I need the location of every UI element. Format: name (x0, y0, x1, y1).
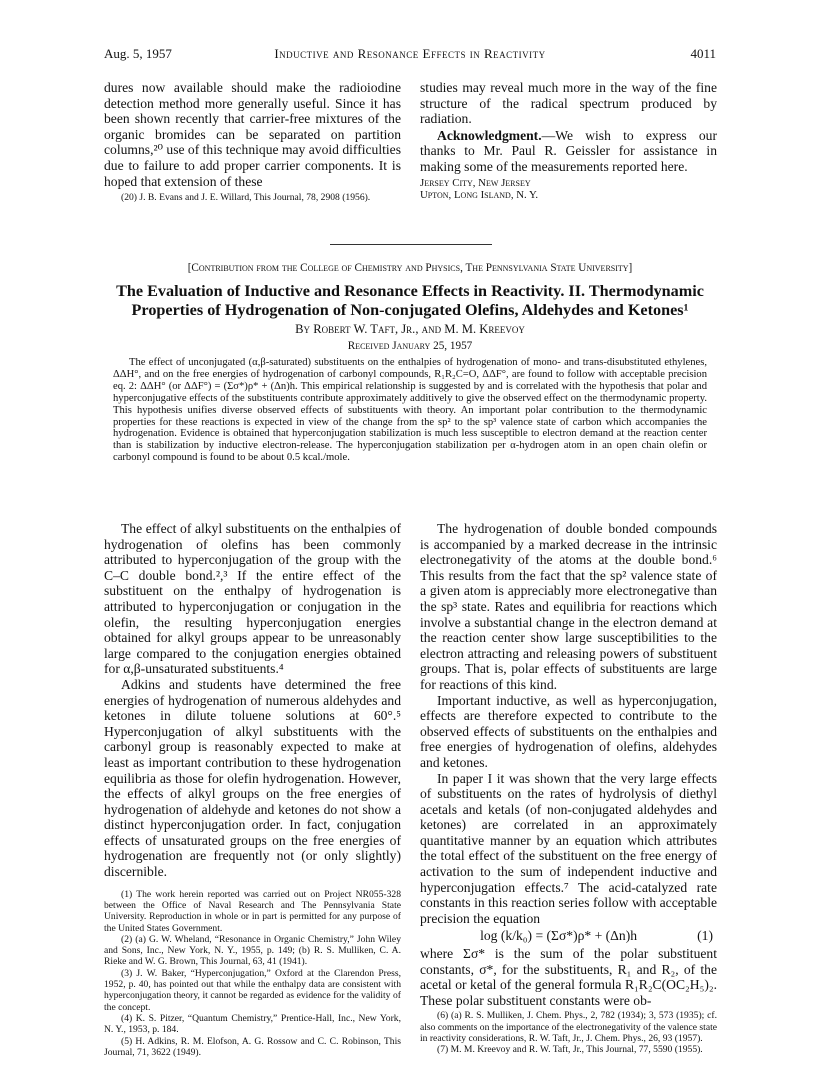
footnote-6: (6) (a) R. S. Mulliken, J. Chem. Phys., 2, 782 (1934); 3, 573 (1935); cf. also comments on the importance of the electronegativity of the valence state in reactivity considerations, R. W. Taft, Jr., J. Chem. Phys., 26, 93 (1957). (420, 1010, 717, 1044)
footnote-3: (3) J. W. Baker, “Hyperconjugation,” Oxford at the Clarendon Press, 1952, p. 40, has pointed out that while the enthalpy data are consistent with hyperconjugation theory, it cannot be regarded as evidence for the validity of the concept. (104, 967, 401, 1013)
right-paragraph-2: Important inductive, as well as hyperconjugation, effects are therefore expected to contribute to the observed effects of substituents on the enthalpies and free energies of hydrogenation of olefins, aldehydes and ketones. (420, 692, 717, 770)
footnote-7: (7) M. M. Kreevoy and R. W. Taft, Jr., This Journal, 77, 5590 (1955). (437, 1044, 703, 1056)
footnote-4: (4) K. S. Pitzer, “Quantum Chemistry,” Prentice-Hall, Inc., New York, N. Y., 1953, p. 184. (104, 1012, 401, 1036)
prev-article-left-text: dures now available should make the radioiodine detection method more generally useful. Since it has been shown recently that carrier-free mixtures of the organic bromides can be separated on partition columns,²⁰ use of this technique may avoid difficulties due to failure to add proper carrier components. It is hoped that extension of these (104, 80, 401, 189)
header-page-number: 4011 (690, 46, 716, 61)
right-paragraph-3: In paper I it was shown that the very large effects of substituents on the rates of hydrolysis of diethyl acetals and ketals (of non-conjugated aldehydes and ketones) are correlated in an approximately quantitative manner by an equation which attributes the total effect of the substituent on the free energy of activation to the sum of independent inductive and hyperconjugation effects.⁷ The acid-catalyzed rate constants in this reaction series follow with acceptable precision the equation (420, 770, 717, 926)
prev-article-right-column (420, 80, 717, 201)
location-2: Upton, Long Island, N. Y. (420, 188, 539, 201)
article-title-line-2: Properties of Hydrogenation of Non-conjugated Olefins, Aldehydes and Ketones¹ (131, 300, 689, 319)
left-paragraph-1: The effect of alkyl substituents on the enthalpies of hydrogenation of olefins has been commonly attributed to hyperconjugation of the group with the C–C double bond.²,³ If the entire effect of the substituent on the enthalpy of hydrogenation is attributed to hyperconjugation or conjugation in the olefin, the resulting hyperconjugation energies obtained for alkyl groups appear to be unreasonably large compared to the conjugation energies obtained for α,β-unsaturated substituents.⁴ (104, 521, 401, 677)
author-locations (420, 177, 717, 202)
right-footnotes (420, 1010, 717, 1055)
body-left-column (104, 521, 401, 1058)
footnote-1: (1) The work herein reported was carried out on Project NR055-328 between the Office of Naval Research and The Pennsylvania State University. Reproduction in whole or in part is permitted for any purpose of the United States Government. (104, 888, 401, 934)
footnote-2: (2) (a) G. W. Wheland, “Resonance in Organic Chemistry,” John Wiley and Sons, Inc., New York, N. Y., 1955, p. 149; (b) R. S. Mulliken, C. A. Rieke and W. G. Brown, This Journal, 63, 41 (1941). (104, 933, 401, 968)
contribution-line: [Contribution from the College of Chemistry and Physics, The Pennsylvania State University] (187, 262, 633, 274)
prev-article-left-column (104, 80, 401, 203)
right-paragraph-4: where Σσ* is the sum of the polar substituent constants, σ*, for the substituents, R₁ and R₂, of the acetal or ketal of the general formula R₁R₂C(OC₂H₅)₂. These polar substituent constants were ob- (420, 946, 717, 1008)
equation-1 (420, 928, 717, 944)
article-divider (330, 244, 492, 245)
left-footnotes (104, 889, 401, 1058)
body-right-column (420, 521, 717, 1056)
article-title (104, 282, 716, 319)
header-date: Aug. 5, 1957 (104, 46, 172, 61)
footnote-5: (5) H. Adkins, R. M. Elofson, A. G. Rossow and C. C. Robinson, This Journal, 71, 3622 (1949). (104, 1035, 401, 1058)
footnote-20: (20) J. B. Evans and J. E. Willard, This Journal, 78, 2908 (1956). (121, 192, 371, 204)
received-date: Received January 25, 1957 (347, 340, 473, 352)
left-paragraph-2: Adkins and students have determined the free energies of hydrogenation of numerous aldehydes and ketones in dilute toluene solutions at 60°.⁵ Hyperconjugation of alkyl substituents with the carbonyl group is reasonably expected to make at least as important contribution to these hydrogenation equilibria as those for olefin hydrogenation. However, the effects of alkyl groups on the free energies of hydrogenation of aldehyde and ketones do not show a distinct hyperconjugation order. In fact, conjugation effects of unsaturated groups on the free energies of hydrogenation are frequently not (or only slightly) discernible. (104, 676, 401, 880)
acknowledgment (420, 128, 717, 175)
byline: By Robert W. Taft, Jr., and M. M. Kreevoy (295, 322, 525, 336)
ack-text: —We wish to express our thanks to Mr. Paul R. Geissler for assistance in making some of the measurements reported here. (420, 127, 717, 174)
equation-text: log (k/k₀) = (Σσ*)ρ* + (Δn)h (480, 928, 638, 944)
location-1: Jersey City, New Jersey (420, 176, 531, 189)
header-running-title: Inductive and Resonance Effects in Reactivity (274, 46, 546, 61)
running-header (104, 46, 716, 62)
right-paragraph-1: The hydrogenation of double bonded compounds is accompanied by a marked decrease in the intrinsic electronegativity of the atoms at the double bond.⁶ This results from the fact that the sp² valence state of a given atom is appreciably more electronegative than the sp³ state. Rates and equilibria for reactions which involve a substantial change in the electron demand at the reaction center show large susceptibilities to the electron attracting and releasing powers of substituent groups. That is, polar effects of substituents are large for reactions of this kind. (420, 521, 717, 692)
article-title-line-1: The Evaluation of Inductive and Resonance Effects in Reactivity. II. Thermodynamic (116, 282, 704, 300)
equation-number: (1) (697, 928, 713, 944)
ack-heading: Acknowledgment. (437, 127, 542, 143)
prev-article-right-text: studies may reveal much more in the way of the fine structure of the radical spectrum produced by radiation. (420, 80, 717, 127)
abstract-text: The effect of unconjugated (α,β-saturated) substituents on the enthalpies of hydrogenation of mono- and trans-disubstituted ethylenes, ΔΔH°, and on the free energies of hydrogenation of carbonyl compounds, R₁R₂C=O, ΔΔF°, are found to follow with acceptable precision eq. 2: ΔΔH° (or ΔΔF°) = (Σσ*)ρ* + (Δn)h. This empirical relationship is suggested by and is correlated with the hypothesis that polar and hyperconjugative effects of the substituents contribute approximately additively to give the observed effect on the thermodynamic property. This hypothesis unifies diverse observed effects of substituents with theory. An important polar contribution to the thermodynamic properties for these reactions is expected in view of the change from the sp² to the sp³ valence state of carbon which accompanies the hydrogenation. Evidence is obtained that hyperconjugation stabilization is much less susceptible to electron demand at the reaction center than is stabilization by inductive electron-release. The hyperconjugation stabilization per α-hydrogen atom in an open chain olefin or carbonyl compound is found to be about 0.5 kcal./mole. (113, 357, 707, 464)
abstract (113, 357, 707, 464)
